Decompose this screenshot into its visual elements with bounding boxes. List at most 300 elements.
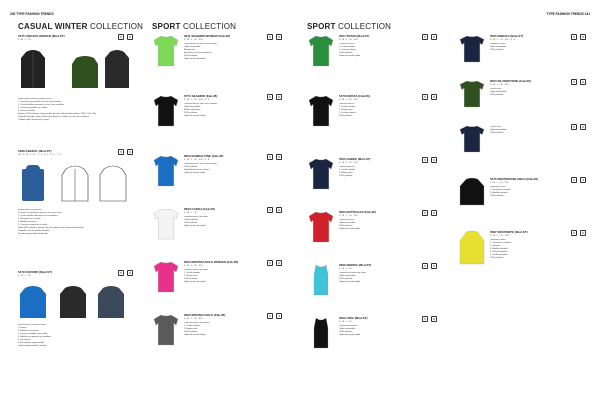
desc-line: Disponible en varios colores.	[184, 169, 210, 171]
product-ref: 6623 MONTECARLO WOMAN (Fab.26)	[184, 260, 239, 264]
desc-line: 1. Interior.	[18, 327, 27, 329]
product-ref: 6503 SILVERSTONE (Fab.26)	[490, 79, 531, 83]
desc-line: Tejido de secado rápido.	[184, 58, 206, 60]
product-description	[339, 272, 437, 284]
desc-line: 1. Capucha desmontable con forro de microfibra.	[18, 101, 62, 103]
desc-line: Camiseta técnica.	[339, 166, 355, 168]
product-body	[339, 316, 437, 337]
desc-line: Tejido de secado rápido.	[339, 55, 361, 57]
product-ref: 5587 RESTREPO (Mod.ST)	[490, 230, 528, 234]
product-image	[307, 157, 335, 192]
garment-image	[458, 177, 486, 207]
desc-line: Impermeable con capucha.	[18, 209, 43, 211]
desc-line: Disponible en talla y tallas infantiles.	[18, 230, 51, 232]
size-icon: 5	[118, 270, 124, 276]
section-title-bold: SPORT	[152, 22, 181, 31]
product-description	[184, 216, 282, 228]
desc-line: 100% poliéster.	[490, 132, 504, 134]
product-body	[490, 230, 586, 260]
desc-line: 100% poliéster.	[184, 166, 198, 168]
parka-image-2	[70, 54, 100, 90]
parka-image	[18, 48, 48, 90]
section-title-light: COLLECTION	[90, 22, 144, 31]
page-section-left: TYPE FASHION TRENDS	[16, 12, 54, 16]
desc-line: 5. Capucha recogida en el cuello.	[18, 224, 48, 226]
size-icon: 5	[267, 313, 273, 319]
wash-icon: ⊡	[277, 35, 281, 39]
product-description	[184, 322, 282, 337]
wash-icon: ⊡	[277, 314, 281, 318]
product-description	[18, 209, 130, 236]
desc-line: Camiseta técnica con cuello redondo.	[184, 43, 218, 45]
page-number-right: 241	[584, 12, 590, 16]
desc-line: Camiseta técnica.	[339, 43, 355, 45]
product-sizes: S · M · L · XL · XXL · 3 · 8	[184, 159, 210, 161]
size-icon: 5	[118, 149, 124, 155]
garment-image	[307, 94, 335, 128]
desc-line: 100% poliéster.	[490, 49, 504, 51]
desc-line: 2. Manga corta.	[184, 328, 198, 330]
desc-line: Camiseta de tirantes de mujer.	[339, 272, 367, 274]
product-ref: 6563 BOTOCHAS (Fab.26)	[339, 210, 376, 214]
product-sizes: S · M · L · XL · XXL	[339, 215, 358, 217]
size-icon: 5	[422, 316, 428, 322]
desc-line: Manga corta.	[184, 49, 196, 51]
desc-line: Tejido de secado rápido.	[184, 172, 206, 174]
product-item	[458, 79, 586, 121]
desc-line: Camiseta técnica.	[339, 103, 355, 105]
desc-line: Bordes reforzados.	[184, 109, 201, 111]
product-image	[307, 316, 335, 351]
product-description	[339, 325, 437, 337]
jacket-image-2	[58, 284, 88, 320]
raincoat-sketch-back	[96, 163, 130, 203]
raincoat-sketch	[58, 163, 92, 203]
desc-line: 100% poliéster.	[184, 112, 198, 114]
wash-icon: ⊡	[581, 35, 585, 39]
product-description	[339, 43, 437, 58]
product-icons	[571, 230, 586, 236]
page-header	[10, 12, 590, 18]
desc-line: 1. Cuello redondo.	[339, 106, 356, 108]
desc-line: Tejido de secado rápido.	[184, 225, 206, 227]
product-item	[458, 177, 586, 227]
product-item	[307, 263, 437, 313]
product-ref: 6611 SEABIRD WOMAN (Fab.26)	[184, 34, 231, 38]
desc-line: Tejido transpirable.	[339, 275, 356, 277]
raincoat-image	[18, 163, 48, 203]
product-image	[458, 177, 486, 208]
product-item	[307, 34, 437, 91]
product-item	[152, 34, 282, 91]
product-sizes: S · M · L · XL · XXL	[184, 39, 203, 41]
desc-line: Tejido transpirable.	[490, 129, 507, 131]
desc-line: 100% poliéster.	[339, 175, 353, 177]
product-body	[339, 157, 437, 178]
desc-line: Tejido de secado rápido.	[184, 334, 206, 336]
desc-line: Tejido transpirable.	[339, 328, 356, 330]
size-icon: 5	[571, 34, 577, 40]
product-body	[339, 210, 437, 231]
product-body	[184, 154, 282, 175]
product-sizes: S · M · L · XL	[339, 268, 352, 270]
page-header-left	[10, 12, 54, 16]
product-ref: 6625 MONTECARLO (Fab.26)	[184, 313, 226, 317]
product-item	[458, 34, 586, 76]
jacket-image	[18, 284, 48, 320]
garment-image	[152, 154, 180, 188]
desc-line: Cuello redondo.	[184, 219, 199, 221]
product-description	[184, 43, 282, 61]
desc-line: 100% poliéster.	[184, 222, 198, 224]
desc-line: 100% poliéster.	[184, 278, 198, 280]
product-image	[307, 210, 335, 245]
size-icon: 5	[422, 34, 428, 40]
desc-line: 3. Capucha ajustable con cordón.	[18, 333, 48, 335]
desc-line: 100% poliéster.	[339, 225, 353, 227]
desc-line: Ideal para la práctica deportiva.	[184, 52, 212, 54]
desc-line: Camiseta técnica de hombre.	[184, 322, 211, 324]
wash-icon: ⊡	[432, 158, 436, 162]
desc-line: Parka confeccionada en nylon de alta.	[18, 98, 52, 100]
product-icons	[267, 34, 282, 40]
desc-line: Tejido de secado rápido.	[339, 228, 361, 230]
desc-line: Tejido 100% poliéster. Interior: forro de poliéster con tratamiento hidrófugo.	[18, 227, 85, 229]
sport-column-b	[307, 22, 437, 369]
product-item	[152, 94, 282, 151]
wash-icon: ⊡	[277, 208, 281, 212]
wash-icon: ⊡	[432, 35, 436, 39]
garment-image	[307, 263, 335, 297]
product-icons	[267, 207, 282, 213]
product-body	[184, 313, 282, 337]
product-ref: 6369 SIERRA (Mod.ST)	[339, 263, 372, 267]
desc-line: 1. Cuello redondo.	[184, 325, 201, 327]
product-body	[184, 34, 282, 61]
desc-line: 100% poliéster.	[490, 257, 504, 259]
garment-image	[307, 34, 335, 68]
desc-line: 100% poliéster.	[339, 52, 353, 54]
desc-line: 3. Costuras planas.	[339, 112, 357, 114]
product-description	[18, 324, 130, 348]
garment-image	[152, 94, 180, 128]
garment-image	[152, 313, 180, 347]
garment-image	[458, 230, 486, 266]
product-item	[18, 34, 133, 146]
section-title	[18, 22, 144, 34]
product-icons	[422, 94, 437, 100]
desc-line: 100% poliéster.	[339, 278, 353, 280]
wash-icon: ⊡	[432, 264, 436, 268]
desc-line: 100% poliéster.	[184, 55, 198, 57]
size-icon: 5	[267, 34, 273, 40]
garment-image	[458, 124, 486, 154]
product-sizes: S · M · L · XL · XXL	[490, 235, 509, 237]
wash-icon: ⊡	[277, 95, 281, 99]
garment-image	[152, 207, 180, 241]
product-ref: 5475 MONTEROBLANCO (Fab.26)	[490, 177, 539, 181]
desc-line: 100% poliéster.	[490, 195, 504, 197]
desc-line: Tejido de secado rápido.	[184, 115, 206, 117]
product-icons	[571, 124, 586, 130]
product-icons	[118, 34, 133, 40]
product-image	[152, 313, 180, 348]
product-description	[184, 103, 282, 118]
garment-image	[307, 316, 335, 350]
desc-line: Camiseta técnica de mujer.	[184, 269, 209, 271]
garment-image	[152, 34, 180, 68]
product-image	[152, 94, 180, 129]
product-image	[152, 260, 180, 295]
product-image	[307, 34, 335, 69]
product-icons	[422, 157, 437, 163]
wash-icon: ⊡	[128, 35, 132, 39]
product-item	[18, 149, 133, 267]
product-item	[307, 157, 437, 207]
product-item	[307, 94, 437, 154]
product-icons	[571, 79, 586, 85]
desc-line: 1. Interior: cortavientos capucha con cierre velcro.	[18, 212, 63, 214]
product-item	[152, 207, 282, 257]
desc-line: 3. Dos puños en el cuello.	[18, 218, 42, 220]
product-image	[152, 34, 180, 69]
product-ref: 5505 MIRCHA (Mod.ST)	[490, 34, 524, 38]
product-ref: 5000 ANDES (Mod.ST)	[339, 157, 371, 161]
desc-line: 3. Capucha ajustable con cordón.	[18, 107, 48, 109]
product-image	[458, 79, 486, 110]
size-icon: 5	[571, 177, 577, 183]
desc-line: 100% poliéster. Impermeable.	[18, 342, 45, 344]
desc-line: Camiseta técnica.	[339, 219, 355, 221]
product-icons	[267, 313, 282, 319]
desc-line: Capucha desmontable y lavable.	[18, 345, 48, 347]
product-image	[307, 263, 335, 298]
product-sizes: S · M · L · XL	[18, 39, 31, 41]
product-image	[458, 230, 486, 267]
desc-line: 1. Cremallera completa.	[490, 189, 512, 191]
product-ref: 5475 GRUAPA WOMAN (Mod.ST)	[18, 34, 65, 38]
wash-icon: ⊡	[277, 155, 281, 159]
desc-line: Tejido transpirable.	[490, 46, 507, 48]
desc-line: 2. Costuras planas.	[339, 49, 357, 51]
product-ref: 6633 CANOA (Fab.26)	[184, 207, 215, 211]
product-description	[339, 166, 437, 178]
section-title	[307, 22, 437, 34]
product-body	[490, 34, 586, 52]
garment-image	[307, 210, 335, 244]
section-title-light: COLLECTION	[338, 22, 392, 31]
product-item	[152, 313, 282, 363]
product-icons	[571, 177, 586, 183]
product-description	[184, 163, 282, 175]
product-icons	[571, 34, 586, 40]
casual-winter-column	[18, 22, 144, 373]
desc-line: 1. Cuello redondo.	[339, 169, 356, 171]
product-sizes: S · M · L · XL · XXL	[490, 182, 509, 184]
product-item	[18, 270, 133, 370]
desc-line: Camiseta técnica con cuello redondo.	[184, 163, 218, 165]
garment-image	[458, 34, 486, 64]
garment-image	[307, 157, 335, 191]
product-sizes: S · M · L · XL · XXL	[184, 318, 203, 320]
desc-line: Camiseta de tirantes.	[339, 325, 358, 327]
size-icon: 5	[571, 124, 577, 130]
size-icon: 5	[267, 260, 273, 266]
product-icons	[267, 154, 282, 160]
desc-line: 5. Cordón ajustable.	[490, 254, 508, 256]
desc-line: Tejido transpirable.	[339, 222, 356, 224]
product-description	[339, 219, 437, 231]
product-icons	[422, 210, 437, 216]
size-icon: 5	[118, 34, 124, 40]
desc-line: 1. Cuello redondo.	[184, 272, 201, 274]
desc-line: 100% poliéster.	[490, 94, 504, 96]
product-description	[490, 88, 586, 97]
desc-line: Camiseta técnica de mujer.	[184, 216, 209, 218]
desc-line: Tejido de secado rápido.	[184, 281, 206, 283]
product-body	[339, 263, 437, 284]
product-image	[152, 154, 180, 189]
garment-image	[152, 260, 180, 294]
wash-icon: ⊡	[581, 125, 585, 129]
desc-line: Sudadera técnica.	[490, 43, 507, 45]
desc-line: Polo técnico.	[490, 126, 502, 128]
product-sizes: XS · S · M · L · XL · 1 · 2 · 3 · 4 · 5 / 5 · 7 · 9	[18, 154, 61, 156]
section-title	[152, 22, 282, 34]
size-icon: 5	[422, 157, 428, 163]
product-sizes: S · M · L · XL	[184, 212, 197, 214]
jacket-image-3	[96, 284, 126, 320]
product-item	[307, 316, 437, 366]
desc-line: 2. Manga corta.	[339, 172, 353, 174]
product-body	[490, 79, 586, 97]
product-ref: 5476 ESPIAS (Fab.26)	[339, 94, 370, 98]
product-description	[339, 103, 437, 118]
page-number-left: 240	[10, 12, 16, 16]
product-body	[490, 124, 586, 135]
desc-line: Tejido de secado rápido.	[339, 281, 361, 283]
desc-line: 4. Forro acolchado.	[18, 110, 36, 112]
product-image	[458, 34, 486, 65]
product-sizes: S · M · L · XL	[18, 275, 31, 277]
product-sizes: S · M · L · XL	[339, 321, 352, 323]
desc-line: 100% poliéster.	[339, 331, 353, 333]
size-icon: 5	[267, 154, 273, 160]
product-body	[184, 94, 282, 118]
section-title-bold: SPORT	[307, 22, 336, 31]
desc-line: Polo técnico.	[490, 88, 502, 90]
product-sizes: S · M · L · XL · XXL	[184, 265, 203, 267]
product-sizes: S · M · L · XL · XXL · 3 · 4	[184, 99, 210, 101]
desc-line: 4. Bolsillos interiores.	[18, 221, 37, 223]
wash-icon: ⊡	[128, 150, 132, 154]
desc-line: Exterior: 100% poliéster. Impermeable. Interior: acolchado de poliéster 100%. Calor. Wa.	[18, 113, 97, 115]
product-description	[490, 186, 586, 198]
product-image	[307, 94, 335, 129]
desc-line: 2. Cuatro bolsillos exteriores y cierre con cremallera.	[18, 104, 65, 106]
product-ref: 6771 SEABIRD (Fab.26)	[184, 94, 218, 98]
product-ref: 5504 TRAIN (Mod.ST)	[339, 34, 370, 38]
desc-line: 100% poliéster.	[184, 331, 198, 333]
wash-icon: ⊡	[432, 317, 436, 321]
product-ref: 6350 GIRA (Mod.ST)	[339, 316, 368, 320]
parka-image-3	[102, 48, 132, 90]
product-sizes: S · M · L · XL · XXL	[339, 39, 358, 41]
product-item	[458, 124, 586, 174]
product-description	[18, 98, 130, 122]
product-description	[490, 43, 586, 52]
page-header-right	[546, 12, 590, 16]
size-icon: 5	[571, 79, 577, 85]
product-icons	[422, 263, 437, 269]
desc-line: 1. Cuello redondo.	[339, 46, 356, 48]
product-body	[184, 207, 282, 228]
product-sizes: S · M · L · XL · XXL · 3 · 4	[490, 39, 516, 41]
product-description	[184, 269, 282, 284]
size-icon: 5	[267, 94, 273, 100]
product-sizes: S · M · L · XL · XXL	[339, 162, 358, 164]
garment-image	[458, 79, 486, 109]
desc-line: Tejido de secado rápido.	[339, 334, 361, 336]
product-icons	[422, 316, 437, 322]
size-icon: 5	[422, 210, 428, 216]
size-icon: 5	[267, 207, 273, 213]
desc-line: 4. Bolsillos con apertura y cremallera.	[18, 336, 52, 338]
desc-line: Tejido transpirable.	[184, 106, 201, 108]
desc-line: Chaqueta técnica.	[490, 186, 507, 188]
desc-line: Disponible prenda interior. Tallas extra. Ajuste en cuello con cierre de cremallera.	[18, 116, 90, 118]
desc-line: Calidad tejido: Resistencia al agua.	[18, 119, 50, 121]
product-item	[458, 230, 586, 342]
section-title-light: COLLECTION	[183, 22, 237, 31]
product-body	[339, 34, 437, 58]
sport-column-c	[458, 34, 586, 345]
desc-line: 2. Bolsillos laterales.	[490, 192, 509, 194]
wash-icon: ⊡	[581, 80, 585, 84]
product-ref: 5479 OXFORD (Mod.ST)	[18, 270, 53, 274]
size-icon: 5	[422, 94, 428, 100]
desc-line: 2. Bolsillos en el pecho.	[18, 330, 40, 332]
product-description	[490, 239, 586, 260]
wash-icon: ⊡	[128, 271, 132, 275]
product-ref: 6603 BANDALFINE (Fab.26)	[184, 154, 224, 158]
desc-line: Tejido transpirable.	[490, 91, 507, 93]
product-body	[490, 177, 586, 198]
product-icons	[422, 34, 437, 40]
desc-line: Camiseta técnica con cuello redondo.	[184, 103, 218, 105]
desc-line: 100% poliéster.	[339, 115, 353, 117]
product-icons	[267, 260, 282, 266]
wash-icon: ⊡	[432, 211, 436, 215]
product-image	[152, 207, 180, 242]
desc-line: Mocasín textil con ambos lados.	[18, 324, 47, 326]
product-icons	[118, 270, 133, 276]
desc-line: 5. Forro polar.	[18, 339, 31, 341]
product-icons	[118, 149, 133, 155]
desc-line: Chaqueta técnica.	[490, 239, 507, 241]
product-item	[152, 260, 282, 310]
desc-line: 4. Puños ajustables.	[490, 251, 509, 253]
sport-column-a	[152, 22, 282, 366]
wash-icon: ⊡	[581, 231, 585, 235]
product-body	[339, 94, 437, 118]
desc-line: 2. Capucha.	[490, 245, 501, 247]
size-icon: 5	[571, 230, 577, 236]
desc-line: 2. Manga corta.	[339, 109, 353, 111]
page-section-right: TYPE FASHION TRENDS	[546, 12, 584, 16]
size-icon: 5	[422, 263, 428, 269]
desc-line: 1. Cremallera completa.	[490, 242, 512, 244]
